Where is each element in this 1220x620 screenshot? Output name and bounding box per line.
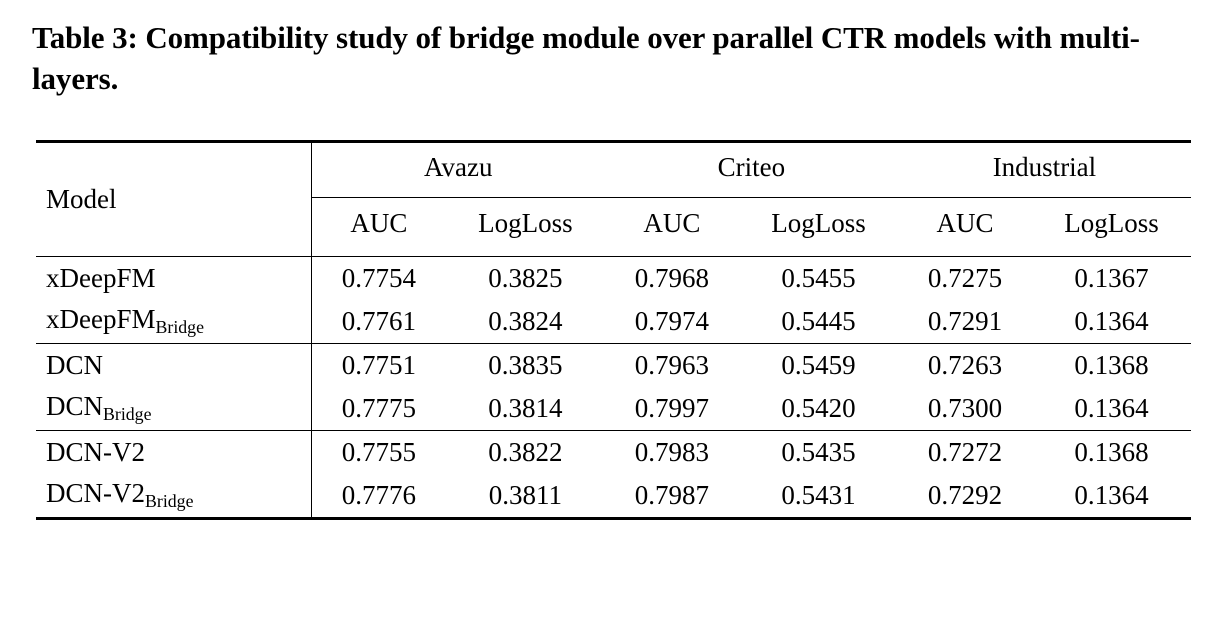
group-header-industrial: Industrial	[898, 143, 1191, 198]
cell-value: 0.7997	[634, 392, 710, 423]
cell-value: 0.7775	[311, 387, 446, 431]
cell-value: 0.3822	[488, 436, 563, 467]
cell-value: 0.7987	[634, 479, 710, 510]
cell-value: 0.7776	[311, 474, 446, 519]
column-header-avazu-logloss: LogLoss	[478, 208, 573, 239]
cell-value: 0.7292	[927, 479, 1003, 510]
cell-value: 0.3824	[488, 305, 563, 336]
table-caption: Table 3: Compatibility study of bridge module over parallel CTR models with multi-layers.	[32, 20, 1140, 96]
cell-value: 0.1364	[1074, 305, 1149, 336]
row-label: xDeepFM$_{Bridge}$	[46, 304, 204, 338]
row-label: DCN	[46, 349, 104, 380]
cell-value: 0.7963	[634, 349, 710, 380]
cell-value: 0.7754	[311, 257, 446, 300]
cell-value: 0.7291	[927, 305, 1003, 336]
cell-value: 0.7983	[634, 436, 710, 467]
table-row	[36, 474, 1191, 519]
cell-value: 0.7974	[634, 305, 710, 336]
cell-value: 0.1368	[1074, 436, 1149, 467]
cell-value: 0.5459	[781, 349, 856, 380]
cell-value: 0.5455	[781, 262, 856, 293]
row-label: xDeepFM	[46, 262, 156, 293]
column-header-industrial-auc: AUC	[936, 208, 994, 239]
cell-value: 0.5445	[781, 305, 856, 336]
column-header-model: Model	[46, 183, 117, 214]
column-header-industrial-logloss: LogLoss	[1064, 208, 1159, 239]
cell-value: 0.1367	[1074, 262, 1149, 293]
cell-value: 0.7755	[311, 431, 446, 474]
row-label-subscript: Bridge	[103, 404, 152, 425]
cell-value: 0.5431	[781, 479, 856, 510]
table-bottom-rule	[36, 518, 1191, 520]
cell-value: 0.7751	[311, 344, 446, 387]
cell-value: 0.5435	[781, 436, 856, 467]
row-label-subscript: Bridge	[145, 491, 194, 512]
cell-value: 0.3814	[488, 392, 563, 423]
row-label: DCN-V2	[46, 436, 145, 467]
cell-value: 0.7300	[927, 392, 1003, 423]
cell-value: 0.7272	[927, 436, 1003, 467]
compatibility-study-table	[36, 140, 1191, 520]
table-row	[36, 344, 1191, 387]
cell-value: 0.7275	[927, 262, 1003, 293]
cell-value: 0.7968	[634, 262, 710, 293]
cell-value: 0.3835	[488, 349, 563, 380]
cell-value: 0.3811	[488, 479, 563, 510]
row-label-subscript: Bridge	[155, 317, 204, 338]
cell-value: 0.1368	[1074, 349, 1149, 380]
cell-value: 0.7263	[927, 349, 1003, 380]
column-header-criteo-auc: AUC	[643, 208, 701, 239]
cell-value: 0.1364	[1074, 392, 1149, 423]
cell-value: 0.3825	[488, 262, 563, 293]
cell-value: 0.7761	[311, 300, 446, 344]
table-row	[36, 431, 1191, 474]
column-header-criteo-logloss: LogLoss	[771, 208, 866, 239]
cell-value: 0.1364	[1074, 479, 1149, 510]
table-row	[36, 257, 1191, 300]
column-header-avazu-auc: AUC	[311, 197, 446, 256]
table-row	[36, 300, 1191, 344]
group-header-row	[36, 143, 1191, 198]
table-row	[36, 387, 1191, 431]
row-label: DCN-$V2_{Bridge}$	[46, 478, 194, 512]
group-header-avazu: Avazu	[311, 143, 605, 198]
row-label: $DCN_{Bridge}$	[46, 391, 152, 425]
group-header-criteo: Criteo	[605, 143, 898, 198]
cell-value: 0.5420	[781, 392, 856, 423]
